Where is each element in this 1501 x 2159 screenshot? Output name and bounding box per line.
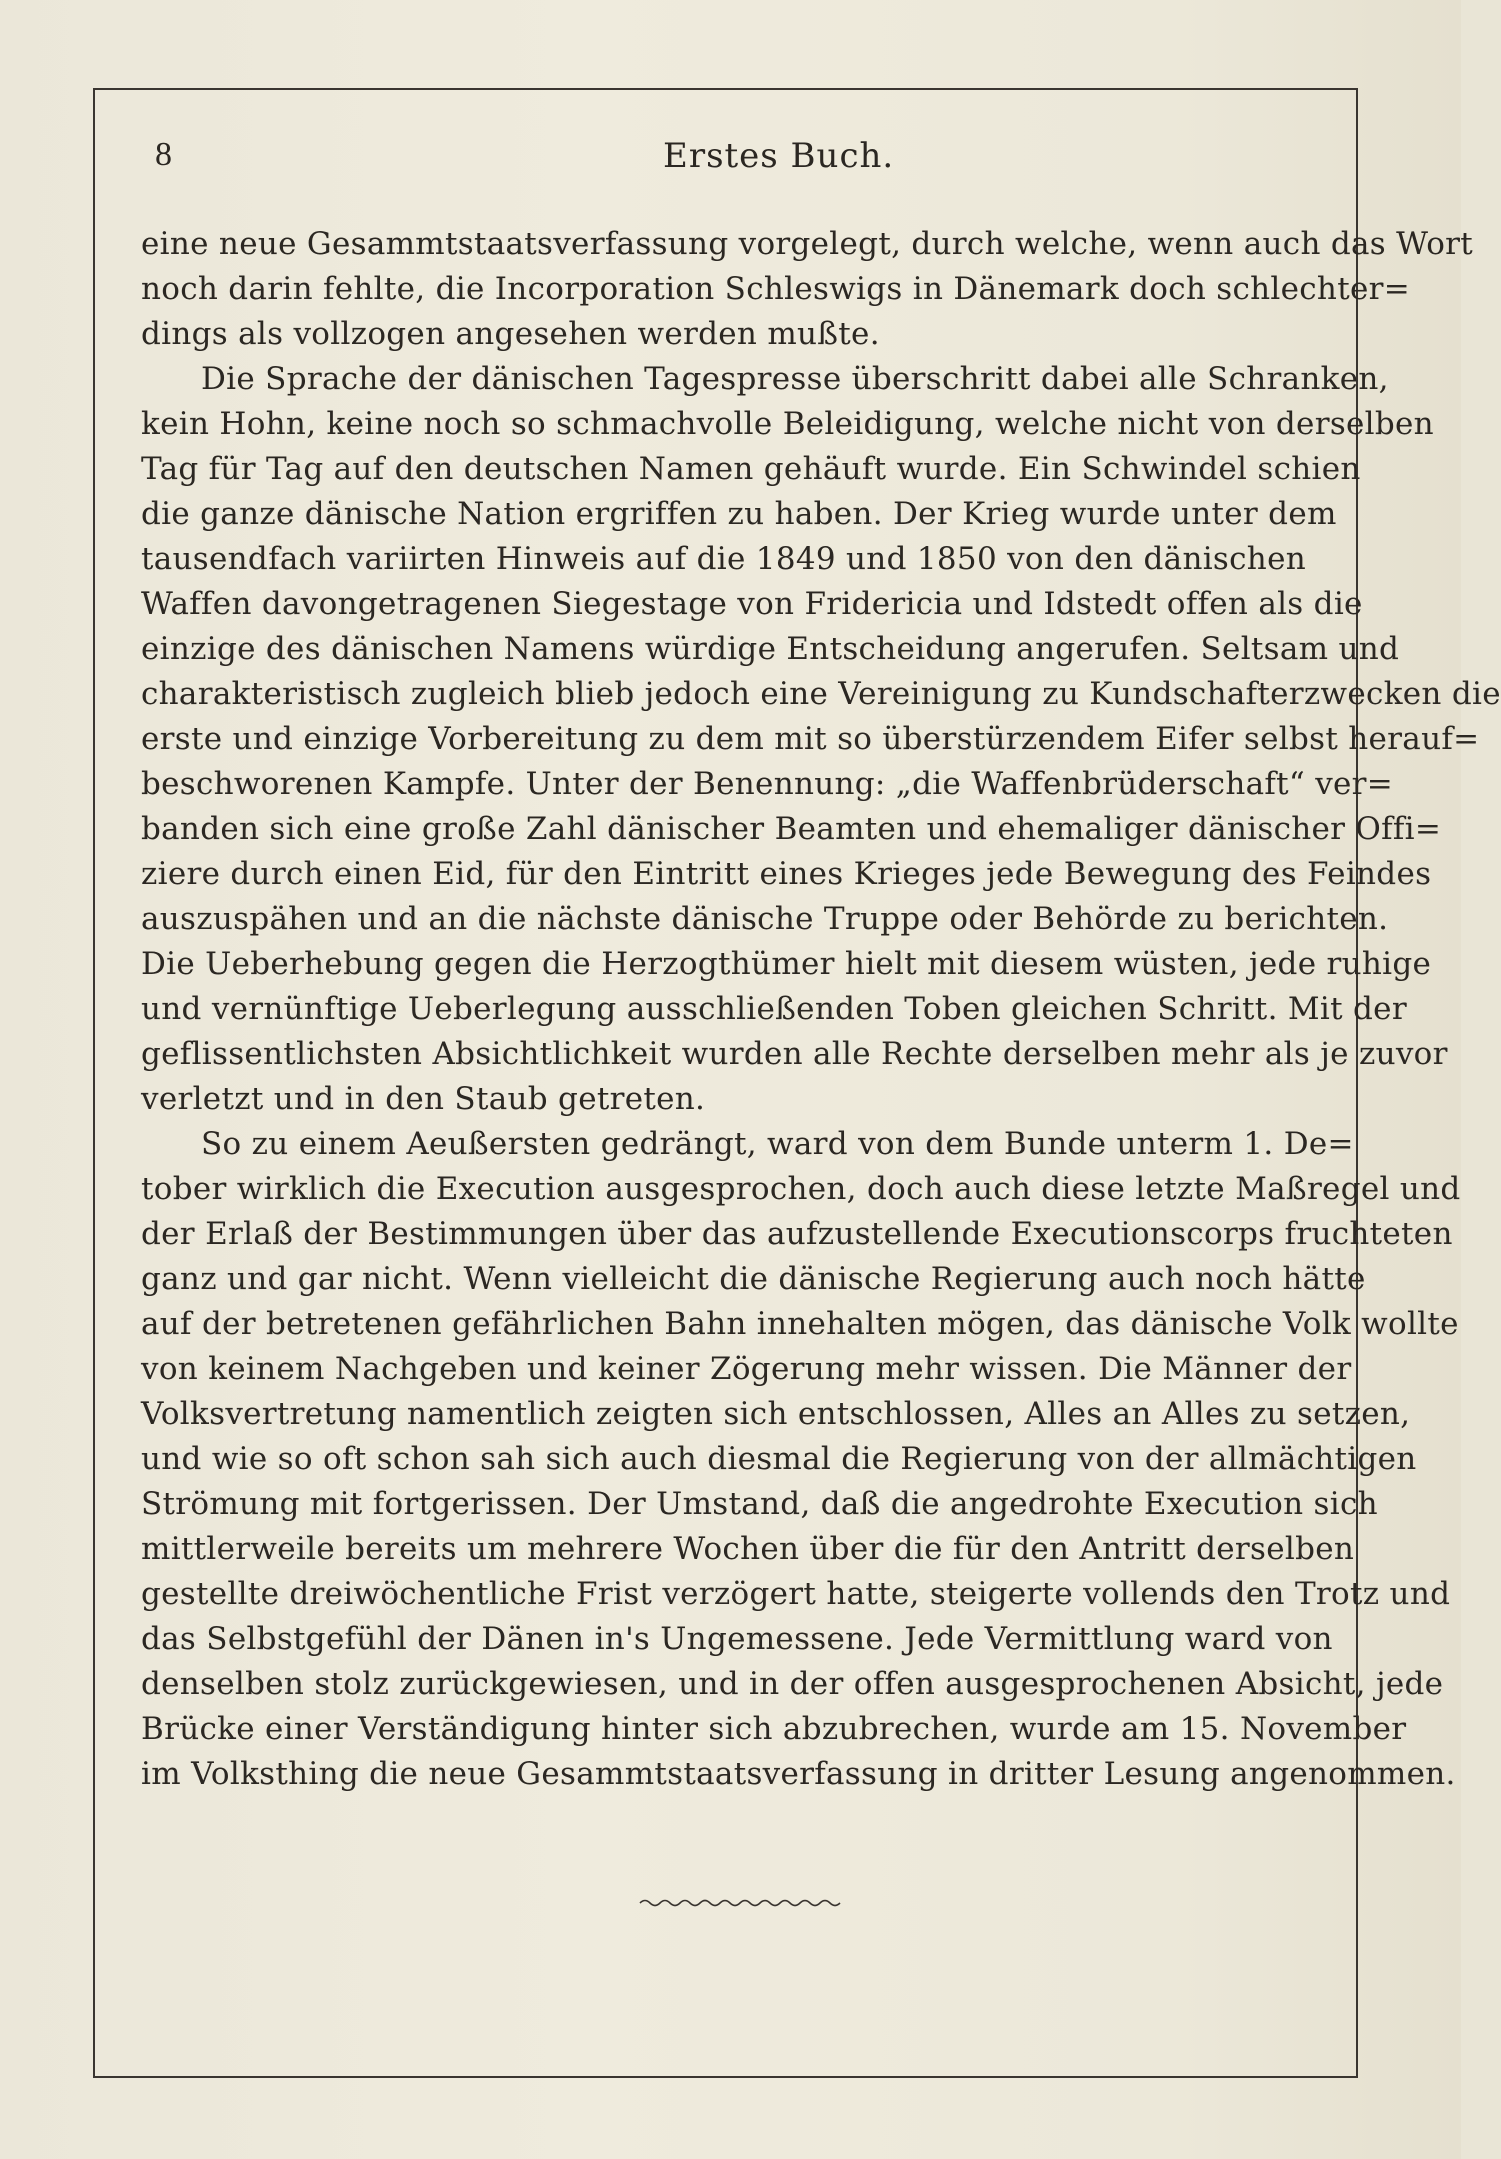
- text-line: Volksvertretung namentlich zeigten sich entschlossen, Alles an Alles zu setzen,: [141, 1396, 1411, 1432]
- text-line: dings als vollzogen angesehen werden mußte.: [141, 316, 880, 352]
- page-header: [155, 136, 1265, 186]
- text-line: denselben stolz zurückgewiesen, und in der offen ausgesprochenen Absicht, jede: [141, 1666, 1444, 1702]
- text-line: Strömung mit fortgerissen. Der Umstand, daß die angedrohte Execution sich: [141, 1486, 1378, 1522]
- text-line: ziere durch einen Eid, für den Eintritt eines Krieges jede Bewegung des Feindes: [141, 856, 1432, 892]
- text-line: tober wirklich die Execution ausgesprochen, doch auch diese letzte Maßregel und: [141, 1171, 1461, 1207]
- text-line: der Erlaß der Bestimmungen über das aufzustellende Executionscorps fruchteten: [141, 1216, 1453, 1252]
- text-line: So zu einem Aeußersten gedrängt, ward von dem Bunde unterm 1. De=: [201, 1126, 1354, 1162]
- text-line: und wie so oft schon sah sich auch diesmal die Regierung von der allmächtigen: [141, 1441, 1417, 1477]
- text-line: banden sich eine große Zahl dänischer Beamten und ehemaliger dänischer Offi=: [141, 811, 1442, 847]
- page-number: 8: [155, 136, 172, 173]
- text-line: ganz und gar nicht. Wenn vielleicht die dänische Regierung auch noch hätte: [141, 1261, 1366, 1297]
- text-line: beschworenen Kampfe. Unter der Benennung: „die Waffenbrüderschaft“ ver=: [141, 766, 1394, 802]
- text-line: charakteristisch zugleich blieb jedoch eine Vereinigung zu Kundschafterzwecken die: [141, 676, 1501, 712]
- text-line: Tag für Tag auf den deutschen Namen gehäuft wurde. Ein Schwindel schien: [141, 451, 1361, 487]
- text-line: von keinem Nachgeben und keiner Zögerung mehr wissen. Die Männer der: [141, 1351, 1352, 1387]
- text-line: mittlerweile bereits um mehrere Wochen über die für den Antritt derselben: [141, 1531, 1355, 1567]
- text-line: kein Hohn, keine noch so schmachvolle Beleidigung, welche nicht von derselben: [141, 406, 1434, 442]
- text-line: und vernünftige Ueberlegung ausschließenden Toben gleichen Schritt. Mit der: [141, 991, 1407, 1027]
- text-line: erste und einzige Vorbereitung zu dem mit so überstürzendem Eifer selbst herauf=: [141, 721, 1480, 757]
- text-line: eine neue Gesammtstaatsverfassung vorgelegt, durch welche, wenn auch das Wort: [141, 226, 1474, 262]
- text-line: im Volksthing die neue Gesammtstaatsverfassung in dritter Lesung angenommen.: [141, 1756, 1456, 1792]
- end-ornament: [640, 1896, 845, 1910]
- text-line: Waffen davongetragenen Siegestage von Fridericia und Idstedt offen als die: [141, 586, 1363, 622]
- text-line: auszuspähen und an die nächste dänische Truppe oder Behörde zu berichten.: [141, 901, 1389, 937]
- text-line: verletzt und in den Staub getreten.: [141, 1081, 706, 1117]
- text-line: tausendfach variirten Hinweis auf die 1849 und 1850 von den dänischen: [141, 541, 1306, 577]
- text-line: noch darin fehlte, die Incorporation Schleswigs in Dänemark doch schlechter=: [141, 271, 1410, 307]
- running-head: Erstes Buch.: [663, 136, 895, 176]
- text-line: Brücke einer Verständigung hinter sich abzubrechen, wurde am 15. November: [141, 1711, 1407, 1747]
- text-line: Die Sprache der dänischen Tagespresse überschritt dabei alle Schranken,: [201, 361, 1389, 397]
- text-line: geflissentlichsten Absichtlichkeit wurden alle Rechte derselben mehr als je zuvor: [141, 1036, 1448, 1072]
- text-line: das Selbstgefühl der Dänen in's Ungemessene. Jede Vermittlung ward von: [141, 1621, 1333, 1657]
- text-line: die ganze dänische Nation ergriffen zu haben. Der Krieg wurde unter dem: [141, 496, 1337, 532]
- text-line: Die Ueberhebung gegen die Herzogthümer hielt mit diesem wüsten, jede ruhige: [141, 946, 1432, 982]
- body-text: [141, 222, 1501, 1797]
- text-line: gestellte dreiwöchentliche Frist verzögert hatte, steigerte vollends den Trotz und: [141, 1576, 1451, 1612]
- text-line: auf der betretenen gefährlichen Bahn innehalten mögen, das dänische Volk wollte: [141, 1306, 1459, 1342]
- text-line: einzige des dänischen Namens würdige Entscheidung angerufen. Seltsam und: [141, 631, 1400, 667]
